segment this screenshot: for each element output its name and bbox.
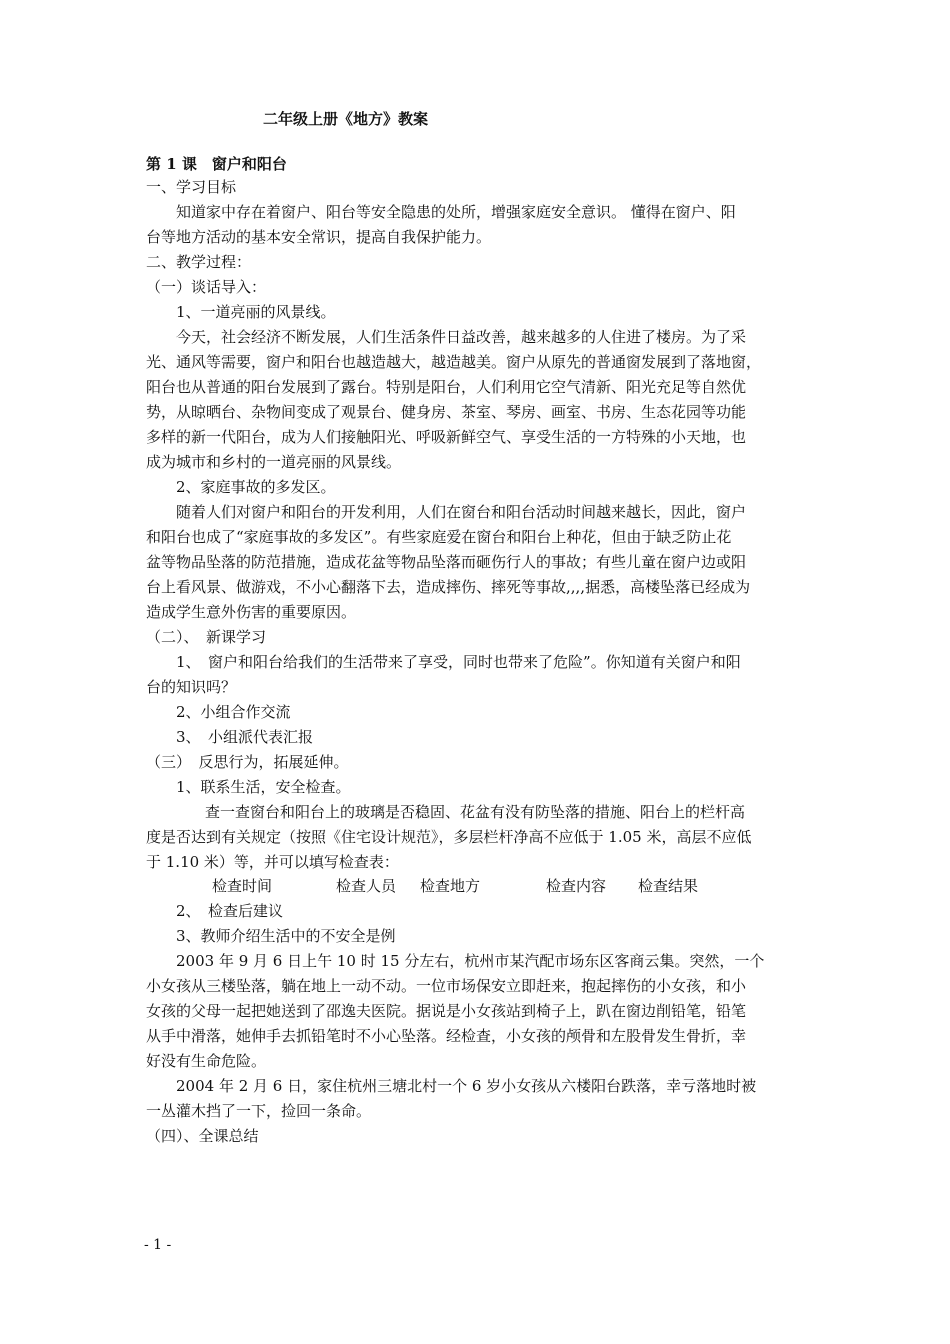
lesson-heading: 第 1 课 窗户和阳台 xyxy=(146,155,287,173)
list-item: 3、教师介绍生活中的不安全是例 xyxy=(176,927,396,945)
check-table-column: 检查时间 xyxy=(212,877,273,895)
list-item: 1、联系生活，安全检查。 xyxy=(176,778,351,796)
paragraph-line: 盆等物品坠落的防范措施，造成花盆等物品坠落而砸伤行人的事故；有些儿童在窗户边或阳 xyxy=(146,553,747,571)
paragraph-line: 势，从晾晒台、杂物间变成了观景台、健身房、茶室、琴房、画室、书房、生态花园等功能 xyxy=(146,403,747,421)
paragraph-line: 2003 年 9 月 6 日上午 10 时 15 分左右，杭州市某汽配市场东区客商云集。突然，一个 xyxy=(176,952,765,970)
check-table-column: 检查内容 xyxy=(546,877,607,895)
check-table-header xyxy=(212,874,772,899)
list-item: 1、 窗户和阳台给我们的生活带来了享受，同时也带来了危险”。你知道有关窗户和阳 xyxy=(176,653,741,671)
subsection-heading: （一）谈话导入： xyxy=(146,278,267,296)
paragraph-line: 随着人们对窗户和阳台的开发利用，人们在窗台和阳台活动时间越来越长，因此，窗户 xyxy=(176,503,747,521)
subsection-heading: （四）、全课总结 xyxy=(146,1127,259,1145)
paragraph-line: 一丛灌木挡了一下，捡回一条命。 xyxy=(146,1102,372,1120)
check-table-column: 检查结果 xyxy=(638,877,699,895)
paragraph-line: 好没有生命危险。 xyxy=(146,1052,267,1070)
list-item: 1、一道亮丽的风景线。 xyxy=(176,303,336,321)
paragraph-line: 阳台也从普通的阳台发展到了露台。特别是阳台，人们利用它空气清新、阳光充足等自然优 xyxy=(146,378,747,396)
paragraph-line: 和阳台也成了“家庭事故的多发区”。有些家庭爱在窗台和阳台上种花，但由于缺乏防止花 xyxy=(146,528,732,546)
paragraph-line: 2004 年 2 月 6 日，家住杭州三塘北村一个 6 岁小女孩从六楼阳台跌落，幸亏落地时被 xyxy=(176,1077,757,1095)
check-table-column: 检查地方 xyxy=(420,877,481,895)
paragraph-line: 台等地方活动的基本安全常识，提高自我保护能力。 xyxy=(146,228,492,246)
paragraph-line: 台上看风景、做游戏，不小心翻落下去，造成摔伤、摔死等事故,,,,据悉，高楼坠落已经成为 xyxy=(146,578,751,596)
list-item: 3、 小组派代表汇报 xyxy=(176,728,314,746)
paragraph-line: 台的知识吗？ xyxy=(146,678,237,696)
section-heading: 一、学习目标 xyxy=(146,178,237,196)
paragraph-line: 度是否达到有关规定（按照《住宅设计规范》，多层栏杆净高不应低于 1.05 米，高层不应低 xyxy=(146,828,752,846)
section-heading: 二、教学过程： xyxy=(146,253,252,271)
subsection-heading: （三） 反思行为，拓展延伸。 xyxy=(146,753,349,771)
document-title: 二年级上册《地方》教案 xyxy=(263,110,429,128)
list-item: 2、家庭事故的多发区。 xyxy=(176,478,336,496)
paragraph-line: 多样的新一代阳台，成为人们接触阳光、呼吸新鲜空气、享受生活的一方特殊的小天地，也 xyxy=(146,428,747,446)
list-item: 2、 检查后建议 xyxy=(176,902,284,920)
paragraph-line: 造成学生意外伤害的重要原因。 xyxy=(146,603,357,621)
paragraph-line: 知道家中存在着窗户、阳台等安全隐患的处所，增强家庭安全意识。 懂得在窗户、阳 xyxy=(176,203,736,221)
paragraph-line: 成为城市和乡村的一道亮丽的风景线。 xyxy=(146,453,402,471)
subsection-heading: （二）、 新课学习 xyxy=(146,628,267,646)
paragraph-line: 从手中滑落，她伸手去抓铅笔时不小心坠落。经检查，小女孩的颅骨和左股骨发生骨折，幸 xyxy=(146,1027,747,1045)
paragraph-line: 小女孩从三楼坠落，躺在地上一动不动。一位市场保安立即赶来，抱起摔伤的小女孩，和小 xyxy=(146,977,747,995)
paragraph-line: 于 1.10 米）等，并可以填写检查表： xyxy=(146,853,399,871)
paragraph-line: 女孩的父母一起把她送到了邵逸夫医院。据说是小女孩站到椅子上，趴在窗边削铅笔，铅笔 xyxy=(146,1002,747,1020)
paragraph-line: 查一查窗台和阳台上的玻璃是否稳固、花盆有没有防坠落的措施、阳台上的栏杆高 xyxy=(205,803,746,821)
list-item: 2、小组合作交流 xyxy=(176,703,291,721)
page-number: - 1 - xyxy=(144,1237,172,1253)
paragraph-line: 今天，社会经济不断发展，人们生活条件日益改善，越来越多的人住进了楼房。为了采 xyxy=(176,328,747,346)
check-table-column: 检查人员 xyxy=(336,877,397,895)
paragraph-line: 光、通风等需要，窗户和阳台也越造越大，越造越美。窗户从原先的普通窗发展到了落地窗， xyxy=(146,353,762,371)
